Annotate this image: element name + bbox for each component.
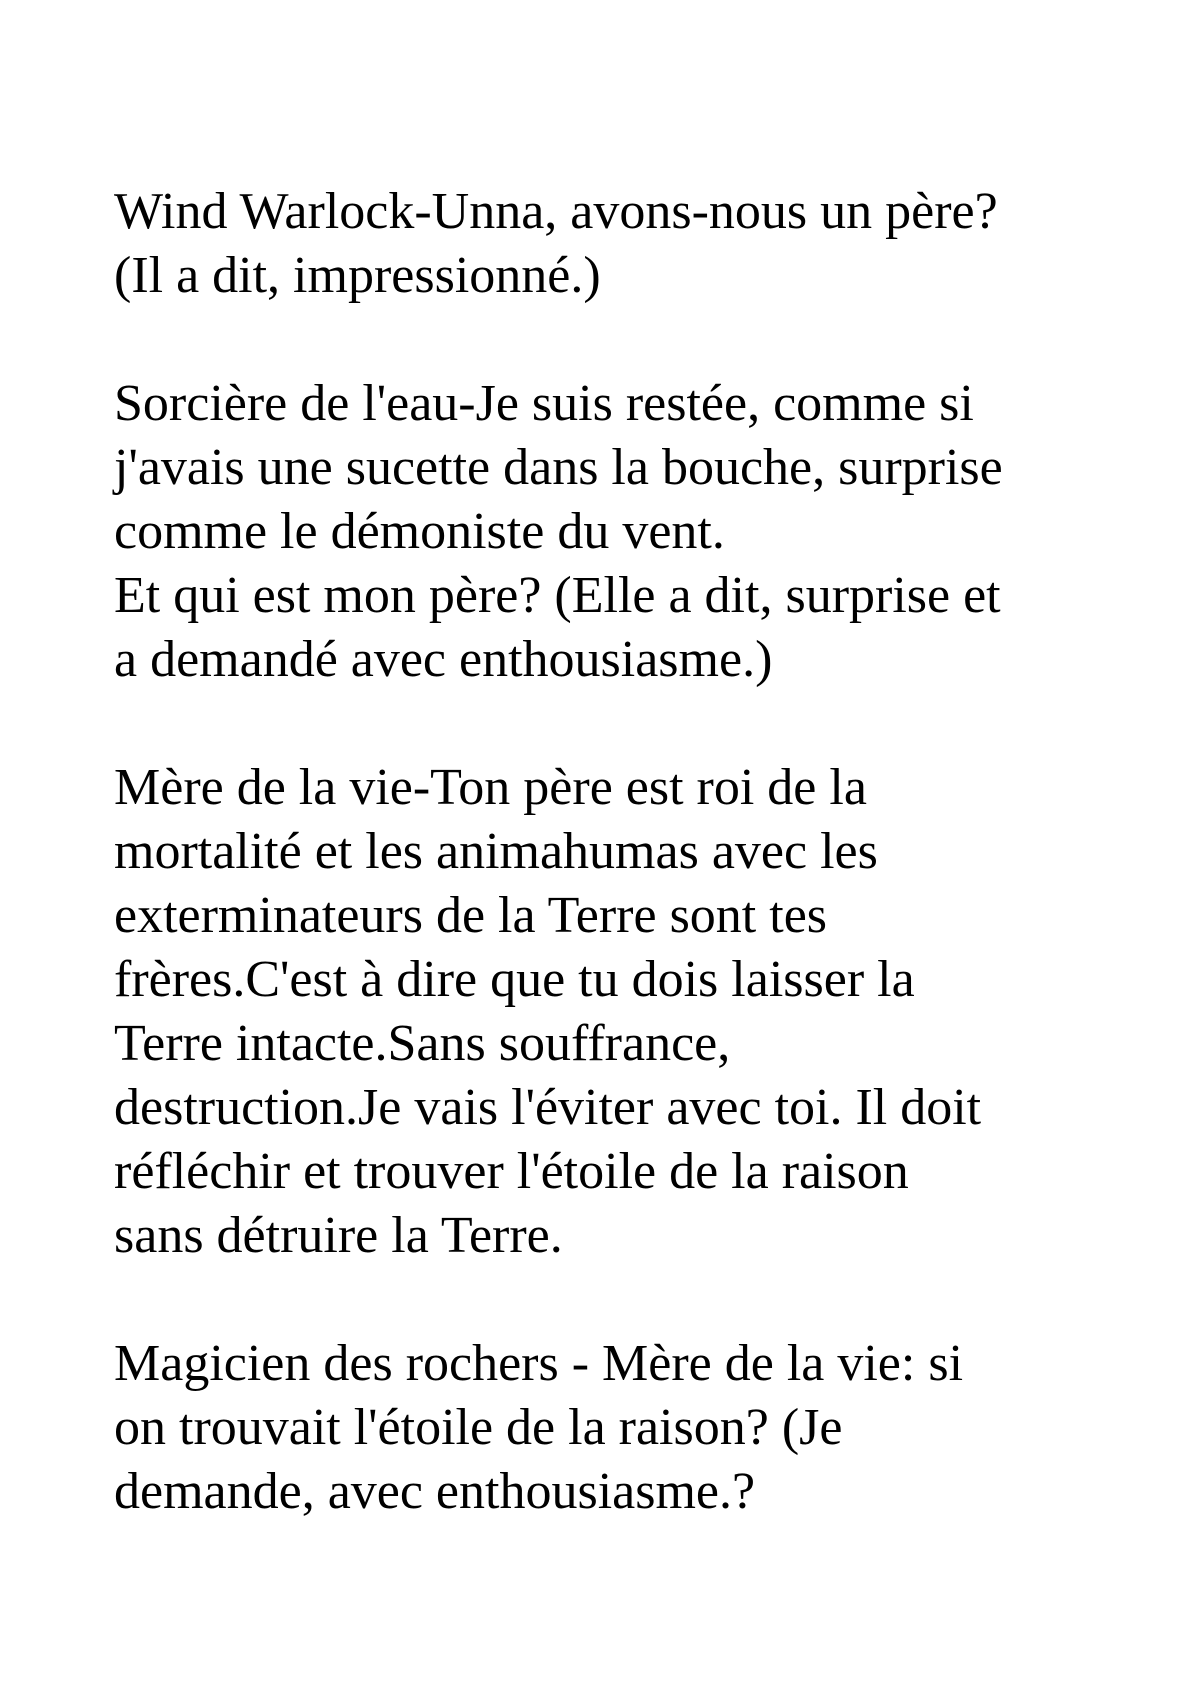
text-line: destruction.Je vais l'éviter avec toi. Il doit <box>114 1079 982 1136</box>
paragraph-water-witch <box>114 372 1114 692</box>
text-line: Et qui est mon père? (Elle a dit, surprise et <box>114 567 1001 624</box>
text-line: comme le démoniste du vent. <box>114 503 725 560</box>
text-line: frères.C'est à dire que tu dois laisser la <box>114 951 915 1008</box>
text-line: mortalité et les animahumas avec les <box>114 823 878 880</box>
paragraph-rock-magician <box>114 1332 1114 1524</box>
document-body <box>114 180 1114 1588</box>
text-line: a demandé avec enthousiasme.) <box>114 631 773 688</box>
text-line: réfléchir et trouver l'étoile de la raison <box>114 1143 909 1200</box>
text-line: demande, avec enthousiasme.? <box>114 1463 756 1520</box>
text-line: j'avais une sucette dans la bouche, surprise <box>114 439 1003 496</box>
text-line: Mère de la vie-Ton père est roi de la <box>114 759 867 816</box>
paragraph-wind-warlock <box>114 180 1114 308</box>
text-line: Magicien des rochers - Mère de la vie: si <box>114 1335 964 1392</box>
text-line: Sorcière de l'eau-Je suis restée, comme si <box>114 375 974 432</box>
paragraph-mother-of-life <box>114 756 1114 1268</box>
text-line: sans détruire la Terre. <box>114 1207 563 1264</box>
text-line: exterminateurs de la Terre sont tes <box>114 887 828 944</box>
text-line: on trouvait l'étoile de la raison? (Je <box>114 1399 843 1456</box>
text-line: Terre intacte.Sans souffrance, <box>114 1015 731 1072</box>
text-line: Wind Warlock-Unna, avons-nous un père? <box>114 183 998 240</box>
text-line: (Il a dit, impressionné.) <box>114 247 601 304</box>
